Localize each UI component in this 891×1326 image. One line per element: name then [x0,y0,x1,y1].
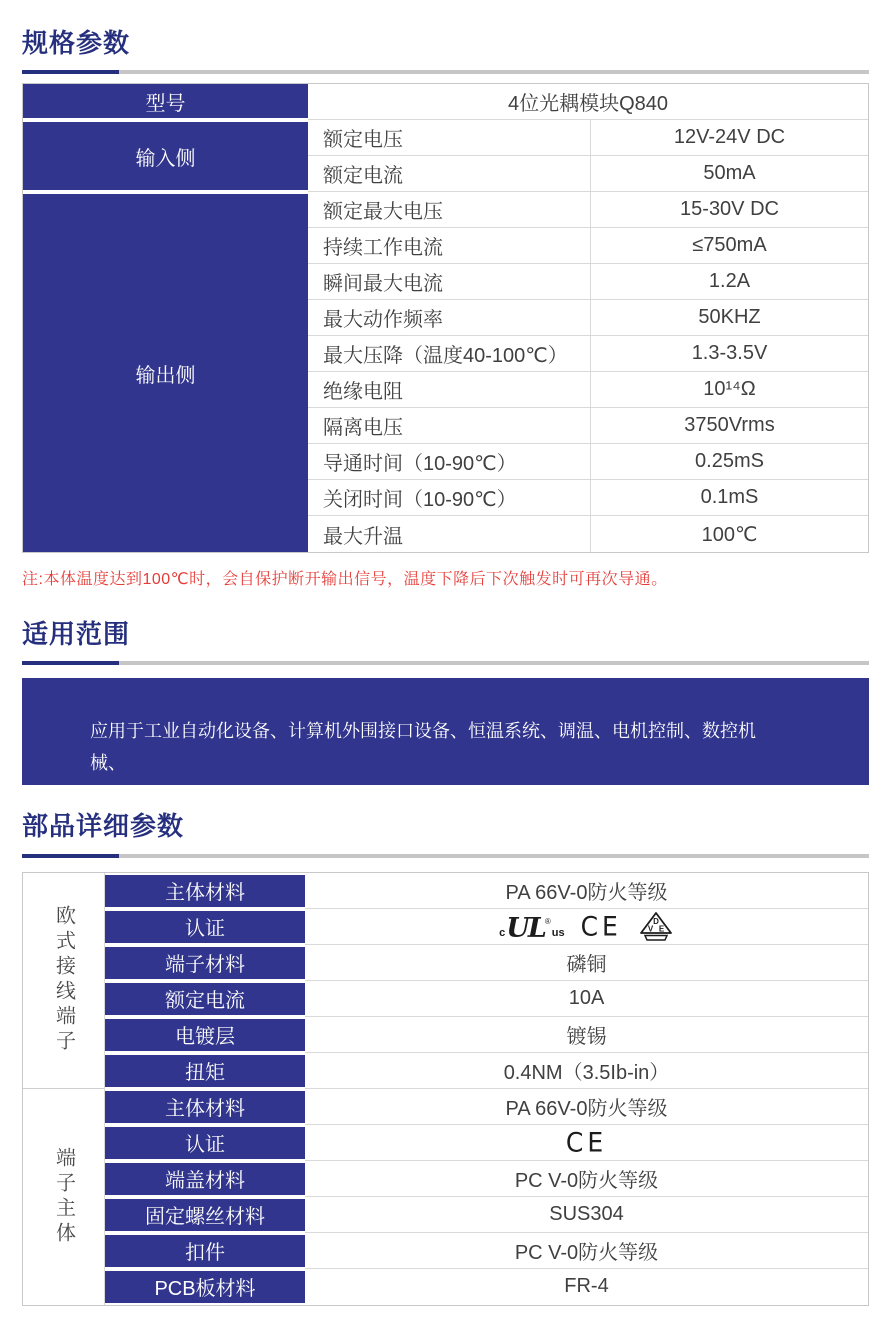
ce-mark-icon: CE [580,910,622,942]
spec-row-value: 1.3-3.5V [591,336,868,372]
parts-row-label: PCB板材料 [105,1271,305,1303]
parts-row-label: 扭矩 [105,1055,305,1087]
parts-row-value: 10A [305,981,868,1017]
spec-row-value: 0.1mS [591,480,868,516]
spec-note: 注:本体温度达到100℃时，会自保护断开输出信号，温度下降后下次触发时可再次导通。 [22,571,668,589]
parts-row-value: PC V-0防火等级 [305,1161,868,1197]
spec-row-label: 瞬间最大电流 [308,264,591,300]
parts-row-label: 认证 [105,911,305,943]
parts-section-title: 部品详细参数 [22,811,185,842]
scope-section-title: 适用范围 [22,619,131,650]
spec-row-value: 15-30V DC [591,192,868,228]
parts-row-label: 主体材料 [105,875,305,907]
spec-row-value: 0.25mS [591,444,868,480]
parts-row-value: SUS304 [305,1197,868,1233]
spec-row-value: 10¹⁴Ω [591,372,868,408]
spec-rowgroup-input: 输入侧 [23,122,308,190]
spec-row-value: 50mA [591,156,868,192]
svg-text:V: V [647,924,653,934]
parts-row-label: 扣件 [105,1235,305,1267]
parts-group-terminal-body [23,1089,105,1305]
parts-row-label: 端盖材料 [105,1163,305,1195]
scope-title-underline [22,661,869,665]
svg-text:D: D [652,917,659,927]
vde-mark-icon [638,911,674,941]
parts-row-value: PA 66V-0防火等级 [305,873,868,909]
scope-text-line1: 应用于工业自动化设备、计算机外围接口设备、恒温系统、调温、电机控制、数控机械、 [90,721,756,774]
spec-row-label: 额定电压 [308,120,591,156]
parts-group-euro-terminal [23,873,105,1089]
spec-row-label: 额定电流 [308,156,591,192]
parts-row-label: 额定电流 [105,983,305,1015]
spec-row-label: 最大升温 [308,516,591,552]
spec-row-label: 导通时间（10-90℃） [308,444,591,480]
parts-row-certifications [305,1125,868,1161]
spec-row-label: 最大动作频率 [308,300,591,336]
parts-row-value: 0.4NM（3.5Ib-in） [305,1053,868,1089]
parts-row-value: FR-4 [564,1275,609,1298]
section-parts [22,811,869,1305]
spec-row-value: 100℃ [701,523,758,546]
parts-row-certifications [305,909,868,945]
parts-group-label: 端子主体 [52,1146,75,1247]
parts-row-label: 端子材料 [105,947,305,979]
parts-group-label: 欧式接线端子 [52,905,75,1056]
ce-mark-icon: CE [565,1126,608,1158]
spec-row-label: 隔离电压 [308,408,591,444]
parts-row-label: 电镀层 [105,1019,305,1051]
spec-row-label: 额定最大电压 [308,192,591,228]
scope-text-line2: 遥控系统、工业自动化装置。 [90,785,324,806]
spec-section-title: 规格参数 [22,28,131,58]
spec-table [22,83,869,553]
parts-title-underline [22,854,869,858]
spec-row-label: 绝缘电阻 [308,372,591,408]
spec-title-underline [22,70,869,74]
spec-row-value: 1.2A [591,264,868,300]
parts-row-label: 认证 [105,1127,305,1159]
spec-row-label: 关闭时间（10-90℃） [308,480,591,516]
parts-row-value: 磷铜 [305,945,868,981]
section-spec [22,0,869,589]
underline-accent [22,661,119,665]
underline-accent [22,70,119,74]
spec-row-label: 最大压降（温度40-100℃） [308,336,591,372]
spec-rowgroup-model: 型号 [23,84,308,118]
ul-cus-mark-icon: c UL ® us [499,912,565,944]
parts-row-value: 镀锡 [305,1017,868,1053]
spec-row-value: 12V-24V DC [591,120,868,156]
parts-row-label: 主体材料 [105,1091,305,1123]
parts-row-label: 固定螺丝材料 [105,1199,305,1231]
section-scope [22,619,869,806]
parts-row-value: PC V-0防火等级 [305,1233,868,1269]
spec-rowgroup-output: 输出侧 [23,194,308,552]
spec-row-value: ≤750mA [591,228,868,264]
spec-row-value: 50KHZ [591,300,868,336]
parts-table [22,872,869,1306]
parts-row-value: PA 66V-0防火等级 [305,1089,868,1125]
spec-row-value: 3750Vrms [591,408,868,444]
spec-row-label: 持续工作电流 [308,228,591,264]
underline-accent [22,854,119,858]
svg-text:E: E [658,924,664,934]
spec-model-value: 4位光耦模块Q840 [308,84,868,120]
scope-box [22,678,869,806]
